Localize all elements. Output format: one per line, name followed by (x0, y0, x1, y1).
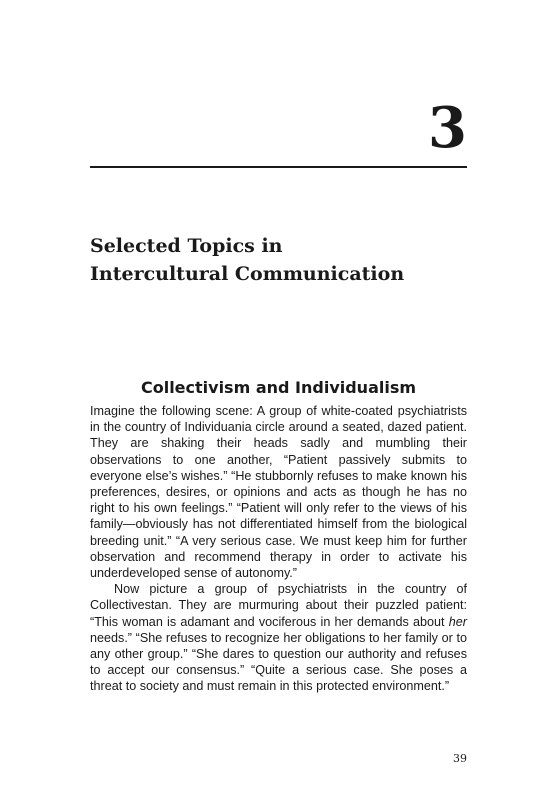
paragraph-1 (90, 403, 467, 581)
paragraph-2-text-end: needs.” “She refuses to recognize her obligations to her family or to any other group.” “She dares to question our authority and refuses to accept our consensus.” “Quite a serious case. She poses a threat to society and must remain in this protected environment.” (90, 630, 467, 694)
paragraph-2-text-start: Now picture a group of psychiatrists in the country of Collectivestan. They are murmuring about their puzzled patient: “This woman is adamant and vociferous in her demands about (90, 582, 467, 629)
page-number: 39 (453, 752, 467, 765)
chapter-title-line-2: Intercultural Communication (90, 263, 405, 285)
body-text (90, 403, 467, 695)
chapter-title-line-1: Selected Topics in (90, 235, 283, 257)
chapter-rule (90, 166, 467, 168)
chapter-title (90, 232, 470, 288)
paragraph-2-emphasis: her (448, 614, 467, 629)
paragraph-2 (90, 581, 467, 694)
paragraph-1-text: Imagine the following scene: A group of white-coated psychiatrists in the country of Individuania circle around a seated, dazed patient. They are shaking their heads sadly and mumbling their observations to one another, “Patient passively submits to everyone else’s wishes.” “He stubbornly refuses to make known his preferences, desires, or opinions and acts as though he has no right to his own feelings.” “Patient will only refer to the views of his family—obviously has not differentiated himself from the biological breeding unit.” “A very serious case. We must keep him for further observation and recommend therapy in order to activate his underdeveloped sense of autonomy.” (90, 404, 467, 581)
chapter-number: 3 (428, 95, 467, 161)
section-heading: Collectivism and Individualism (140, 378, 417, 397)
